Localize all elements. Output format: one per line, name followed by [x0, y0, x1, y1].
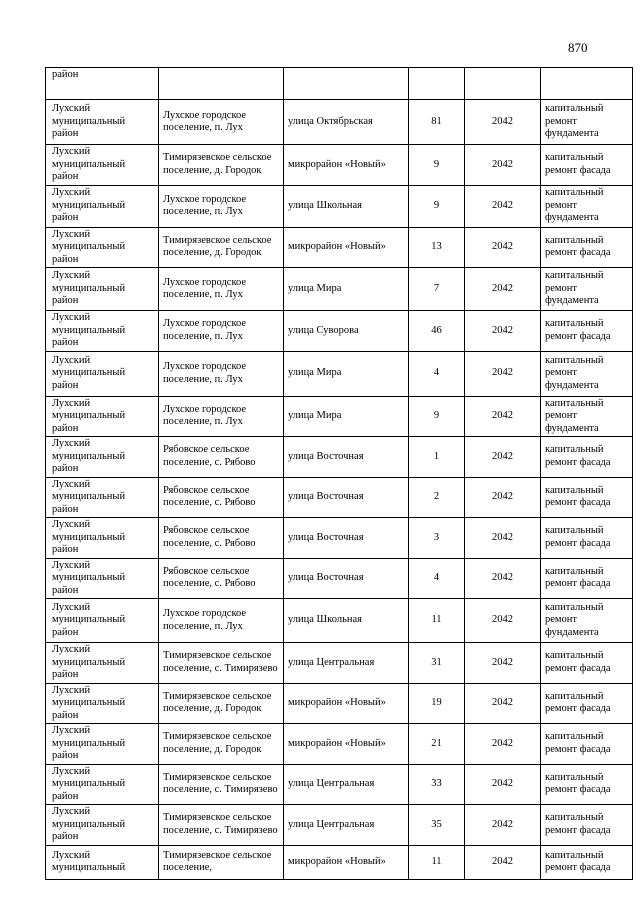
street-cell [284, 68, 409, 100]
table-row [46, 845, 633, 879]
year-cell: 2042 [465, 643, 541, 684]
street-cell: микрорайон «Новый» [284, 683, 409, 724]
table-row [46, 643, 633, 684]
district-cell: Лухский муниципальный район [46, 683, 159, 724]
district-cell: Лухский муниципальный район [46, 145, 159, 186]
district-cell: Лухский муниципальный район [46, 185, 159, 227]
work-cell: капитальный ремонт фасада [541, 724, 633, 765]
table-row [46, 396, 633, 437]
year-cell: 2042 [465, 100, 541, 145]
work-cell [541, 68, 633, 100]
house-cell: 31 [409, 643, 465, 684]
work-cell: капитальный ремонт фасада [541, 227, 633, 268]
street-cell: улица Центральная [284, 764, 409, 805]
house-cell: 21 [409, 724, 465, 765]
year-cell: 2042 [465, 845, 541, 879]
street-cell: улица Школьная [284, 599, 409, 643]
housing-repair-table [45, 67, 633, 880]
settlement-cell: Рябовское сельское поселение, с. Рябово [159, 518, 284, 559]
year-cell: 2042 [465, 477, 541, 518]
district-cell: Лухский муниципальный район [46, 805, 159, 846]
settlement-cell: Лухское городское поселение, п. Лух [159, 351, 284, 396]
table-row [46, 68, 633, 100]
year-cell: 2042 [465, 227, 541, 268]
house-cell: 9 [409, 185, 465, 227]
settlement-cell: Рябовское сельское поселение, с. Рябово [159, 558, 284, 599]
street-cell: улица Суворова [284, 311, 409, 352]
work-cell: капитальный ремонт фундамента [541, 351, 633, 396]
table-row [46, 351, 633, 396]
street-cell: улица Восточная [284, 518, 409, 559]
page-number: 870 [568, 40, 588, 55]
street-cell: микрорайон «Новый» [284, 845, 409, 879]
street-cell: микрорайон «Новый» [284, 145, 409, 186]
district-cell: Лухский муниципальный район [46, 227, 159, 268]
district-cell: Лухский муниципальный район [46, 764, 159, 805]
house-cell: 13 [409, 227, 465, 268]
settlement-cell: Тимирязевское сельское поселение, с. Тимирязево [159, 764, 284, 805]
work-cell: капитальный ремонт фасада [541, 805, 633, 846]
table-row [46, 805, 633, 846]
district-cell: Лухский муниципальный район [46, 518, 159, 559]
settlement-cell: Тимирязевское сельское поселение, с. Тимирязево [159, 643, 284, 684]
street-cell: улица Мира [284, 268, 409, 311]
house-cell: 9 [409, 145, 465, 186]
table-row [46, 185, 633, 227]
street-cell: микрорайон «Новый» [284, 724, 409, 765]
table-row [46, 599, 633, 643]
year-cell: 2042 [465, 805, 541, 846]
year-cell: 2042 [465, 599, 541, 643]
work-cell: капитальный ремонт фундамента [541, 268, 633, 311]
table-row [46, 145, 633, 186]
house-cell: 2 [409, 477, 465, 518]
year-cell: 2042 [465, 437, 541, 478]
district-cell: Лухский муниципальный район [46, 100, 159, 145]
table-row [46, 764, 633, 805]
table-row [46, 268, 633, 311]
settlement-cell: Тимирязевское сельское поселение, д. Городок [159, 145, 284, 186]
work-cell: капитальный ремонт фасада [541, 437, 633, 478]
year-cell: 2042 [465, 268, 541, 311]
settlement-cell: Тимирязевское сельское поселение, [159, 845, 284, 879]
table-row [46, 477, 633, 518]
district-cell: Лухский муниципальный район [46, 351, 159, 396]
year-cell: 2042 [465, 145, 541, 186]
year-cell: 2042 [465, 683, 541, 724]
house-cell: 46 [409, 311, 465, 352]
district-cell: Лухский муниципальный район [46, 599, 159, 643]
district-cell: Лухский муниципальный [46, 845, 159, 879]
work-cell: капитальный ремонт фасада [541, 518, 633, 559]
settlement-cell: Лухское городское поселение, п. Лух [159, 311, 284, 352]
settlement-cell: Лухское городское поселение, п. Лух [159, 185, 284, 227]
settlement-cell: Рябовское сельское поселение, с. Рябово [159, 477, 284, 518]
year-cell: 2042 [465, 311, 541, 352]
street-cell: улица Центральная [284, 643, 409, 684]
work-cell: капитальный ремонт фундамента [541, 599, 633, 643]
house-cell: 1 [409, 437, 465, 478]
work-cell: капитальный ремонт фасада [541, 311, 633, 352]
house-cell: 4 [409, 351, 465, 396]
street-cell: улица Школьная [284, 185, 409, 227]
table-row [46, 683, 633, 724]
settlement-cell: Тимирязевское сельское поселение, д. Городок [159, 227, 284, 268]
house-cell: 33 [409, 764, 465, 805]
work-cell: капитальный ремонт фасада [541, 643, 633, 684]
settlement-cell: Лухское городское поселение, п. Лух [159, 268, 284, 311]
house-cell: 19 [409, 683, 465, 724]
street-cell: улица Мира [284, 351, 409, 396]
work-cell: капитальный ремонт фундамента [541, 396, 633, 437]
street-cell: улица Восточная [284, 437, 409, 478]
year-cell [465, 68, 541, 100]
table-row [46, 437, 633, 478]
settlement-cell [159, 68, 284, 100]
district-cell: Лухский муниципальный район [46, 558, 159, 599]
district-cell: Лухский муниципальный район [46, 437, 159, 478]
street-cell: улица Восточная [284, 558, 409, 599]
district-cell: район [46, 68, 159, 100]
house-cell [409, 68, 465, 100]
table-row [46, 518, 633, 559]
settlement-cell: Рябовское сельское поселение, с. Рябово [159, 437, 284, 478]
street-cell: улица Октябрьская [284, 100, 409, 145]
settlement-cell: Лухское городское поселение, п. Лух [159, 396, 284, 437]
year-cell: 2042 [465, 518, 541, 559]
district-cell: Лухский муниципальный район [46, 311, 159, 352]
work-cell: капитальный ремонт фасада [541, 845, 633, 879]
house-cell: 7 [409, 268, 465, 311]
year-cell: 2042 [465, 185, 541, 227]
district-cell: Лухский муниципальный район [46, 396, 159, 437]
table-row [46, 227, 633, 268]
street-cell: улица Мира [284, 396, 409, 437]
work-cell: капитальный ремонт фасада [541, 145, 633, 186]
house-cell: 9 [409, 396, 465, 437]
year-cell: 2042 [465, 724, 541, 765]
table-row [46, 724, 633, 765]
work-cell: капитальный ремонт фундамента [541, 185, 633, 227]
street-cell: улица Центральная [284, 805, 409, 846]
street-cell: микрорайон «Новый» [284, 227, 409, 268]
district-cell: Лухский муниципальный район [46, 477, 159, 518]
house-cell: 35 [409, 805, 465, 846]
district-cell: Лухский муниципальный район [46, 724, 159, 765]
settlement-cell: Тимирязевское сельское поселение, с. Тимирязево [159, 805, 284, 846]
house-cell: 11 [409, 845, 465, 879]
settlement-cell: Тимирязевское сельское поселение, д. Городок [159, 724, 284, 765]
house-cell: 3 [409, 518, 465, 559]
work-cell: капитальный ремонт фундамента [541, 100, 633, 145]
work-cell: капитальный ремонт фасада [541, 683, 633, 724]
year-cell: 2042 [465, 396, 541, 437]
year-cell: 2042 [465, 351, 541, 396]
settlement-cell: Лухское городское поселение, п. Лух [159, 599, 284, 643]
street-cell: улица Восточная [284, 477, 409, 518]
year-cell: 2042 [465, 764, 541, 805]
house-cell: 11 [409, 599, 465, 643]
settlement-cell: Тимирязевское сельское поселение, д. Городок [159, 683, 284, 724]
year-cell: 2042 [465, 558, 541, 599]
district-cell: Лухский муниципальный район [46, 643, 159, 684]
settlement-cell: Лухское городское поселение, п. Лух [159, 100, 284, 145]
work-cell: капитальный ремонт фасада [541, 764, 633, 805]
table-row [46, 311, 633, 352]
work-cell: капитальный ремонт фасада [541, 477, 633, 518]
table-row [46, 100, 633, 145]
house-cell: 81 [409, 100, 465, 145]
table-row [46, 558, 633, 599]
work-cell: капитальный ремонт фасада [541, 558, 633, 599]
house-cell: 4 [409, 558, 465, 599]
district-cell: Лухский муниципальный район [46, 268, 159, 311]
